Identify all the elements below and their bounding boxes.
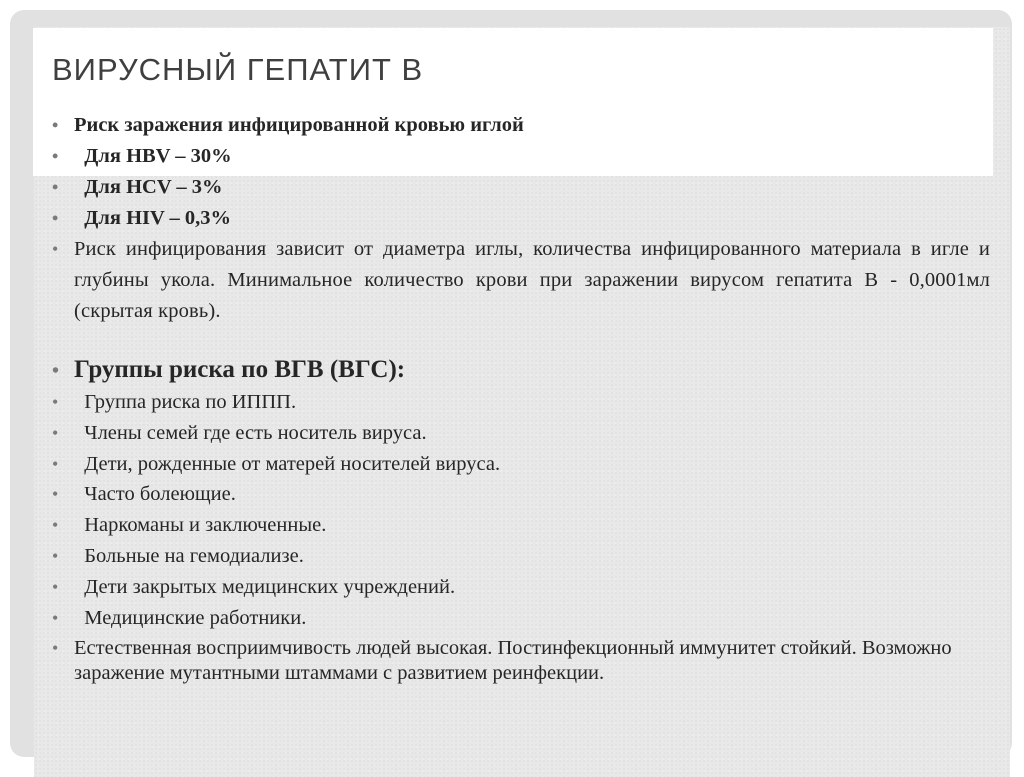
group-item: • Наркоманы и заключенные. bbox=[48, 510, 990, 541]
risk-groups-list bbox=[48, 353, 990, 686]
risk-item-hbv: • Для HBV – 30% bbox=[48, 141, 990, 172]
group-item: • Дети закрытых медицинских учреждений. bbox=[48, 572, 990, 603]
groups-heading: • Группы риска по ВГВ (ВГС): bbox=[48, 353, 990, 387]
group-item: • Больные на гемодиализе. bbox=[48, 541, 990, 572]
slide-title: ВИРУСНЫЙ ГЕПАТИТ В bbox=[52, 52, 424, 87]
group-item: • Дети, рожденные от матерей носителей вируса. bbox=[48, 449, 990, 480]
group-item: • Часто болеющие. bbox=[48, 479, 990, 510]
group-item: • Группа риска по ИППП. bbox=[48, 387, 990, 418]
risk-item-hiv: • Для HIV – 0,3% bbox=[48, 203, 990, 234]
risk-item-hcv: • Для HCV – 3% bbox=[48, 172, 990, 203]
group-item: • Медицинские работники. bbox=[48, 603, 990, 634]
risk-list bbox=[48, 110, 990, 327]
immunity-paragraph: • Естественная восприимчивость людей высокая. Постинфекционный иммунитет стойкий. Возможно заражение мутантными штаммами с развитием реинфекции. bbox=[48, 636, 990, 686]
risk-paragraph: • Риск инфицирования зависит от диаметра иглы, количества инфицированного материала в игле и глубины укола. Минимальное количество крови при заражении вирусом гепатита В - 0,0001мл (скрытая кровь). bbox=[48, 234, 990, 327]
group-item: • Члены семей где есть носитель вируса. bbox=[48, 418, 990, 449]
slide-content bbox=[48, 110, 990, 686]
risk-header: • Риск заражения инфицированной кровью иглой bbox=[48, 110, 990, 141]
